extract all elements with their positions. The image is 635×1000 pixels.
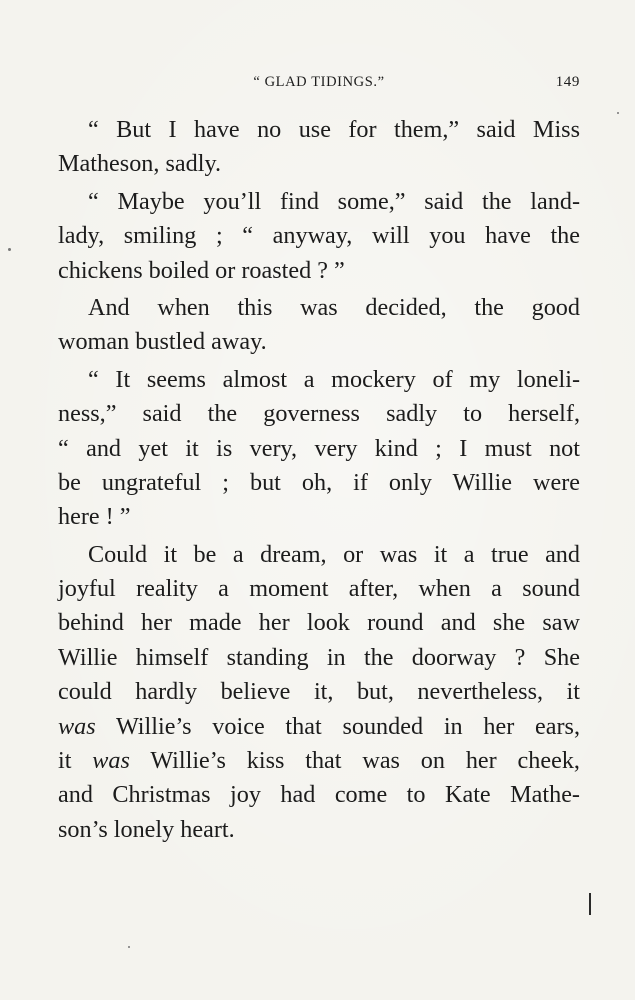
text-line: chickens boiled or roasted ? ” (58, 256, 345, 284)
text-run: Willie’s kiss that was on her cheek, (129, 747, 580, 775)
text-line: joyful reality a moment after, when a sound (58, 575, 580, 603)
text-run: it (58, 747, 93, 775)
text-line: lady, smiling ; “ anyway, will you have the (58, 222, 580, 250)
page-number: 149 (555, 74, 580, 90)
text-line: “ and yet it is very, very kind ; I must not (58, 434, 580, 462)
ink-speck (8, 248, 11, 251)
paragraph (58, 538, 580, 848)
text-line: And when this was decided, the good (88, 293, 580, 321)
text-run: Willie’s voice that sounded in her ears, (95, 712, 580, 740)
margin-mark (589, 893, 591, 915)
italic-emphasis: was (92, 747, 130, 775)
text-line: Could it be a dream, or was it a true and (88, 540, 580, 568)
running-title: “ GLAD TIDINGS.” (253, 74, 385, 90)
text-line: behind her made her look round and she saw (58, 609, 580, 637)
paragraph (58, 113, 580, 182)
text-line: “ Maybe you’ll find some,” said the land- (88, 187, 580, 215)
text-line (58, 710, 580, 744)
text-line: “ But I have no use for them,” said Miss (88, 116, 580, 143)
text-line: here ! ” (58, 503, 131, 531)
text-line: be ungrateful ; but oh, if only Willie were (58, 468, 580, 496)
text-line: son’s lonely heart. (58, 815, 235, 843)
running-head (58, 74, 580, 96)
text-line: “ It seems almost a mockery of my loneli- (88, 365, 580, 393)
ink-speck (128, 946, 130, 948)
text-line: woman bustled away. (58, 328, 267, 356)
text-line: ness,” said the governess sadly to herself, (58, 400, 580, 428)
paragraph (58, 185, 580, 288)
text-line (58, 744, 580, 778)
paragraph (58, 291, 580, 360)
ink-speck (617, 112, 619, 114)
text-line: Willie himself standing in the doorway ? She (58, 643, 580, 671)
text-line: could hardly believe it, but, nevertheless, it (58, 678, 580, 706)
body-text (58, 113, 580, 847)
text-line: and Christmas joy had come to Kate Mathe- (58, 781, 580, 809)
paragraph (58, 363, 580, 535)
italic-emphasis: was (58, 712, 96, 740)
text-line: Matheson, sadly. (58, 150, 222, 178)
